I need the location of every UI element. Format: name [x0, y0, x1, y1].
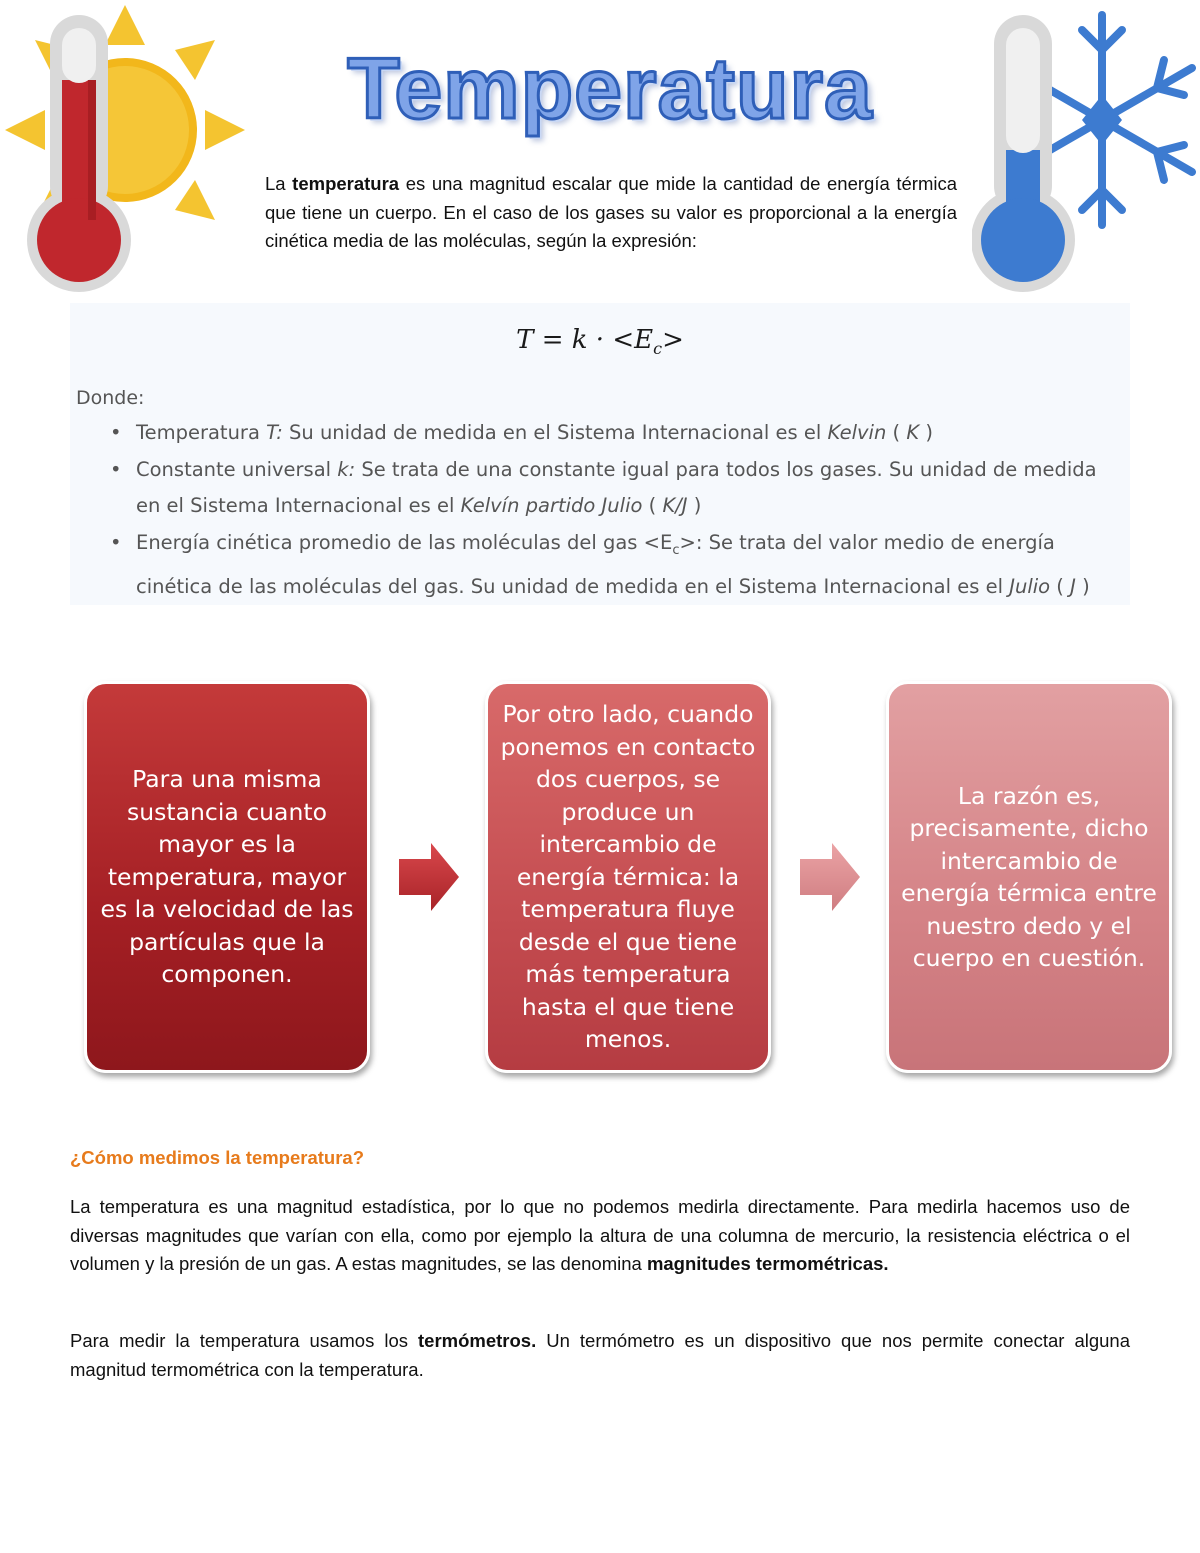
thermometer-paragraph: Para medir la temperatura usamos los termómetros. Un termómetro es un dispositivo que nos permite conectar alguna magnitud termométrica con la temperatura.	[70, 1330, 1130, 1380]
page-title: Temperatura	[347, 41, 873, 137]
donde-label: Donde:	[76, 387, 145, 409]
temperature-formula: $T = k \cdot <E_c>$	[516, 325, 684, 359]
definition-constant: • Constante universal k: Se trata de una constante igual para todos los gases. Su unidad de medida en el Sistema Internacional es el Kelvín partido Julio ( K/J )	[110, 452, 1120, 525]
bullet-icon: •	[110, 421, 122, 444]
flow-step-3: La razón es, precisamente, dicho intercambio de energía térmica entre nuestro dedo y el cuerpo en cuestión.	[886, 681, 1172, 1073]
bullet-icon: •	[110, 457, 122, 481]
cold-thermometer-snowflake-icon	[972, 0, 1200, 300]
sun-icon	[5, 5, 245, 220]
definitions-list	[110, 415, 1120, 605]
formula-panel	[70, 303, 1130, 605]
definition-kinetic-energy: • Energía cinética promedio de las moléculas del gas $<E_c>$: Se trata del valor medio de energía cinética de las moléculas del gas. Su unidad de medida en el Sistema Internacional es el Julio ( J )	[110, 525, 1120, 606]
intro-paragraph: La temperatura es una magnitud escalar que mide la cantidad de energía térmica que tiene un cuerpo. En el caso de los gases su valor es proporcional a la energía cinética media de las moléculas, según la expresión:	[265, 173, 958, 251]
blue-thermometer-icon	[972, 15, 1075, 292]
hot-thermometer-sun-icon	[0, 0, 250, 300]
definition-temperature: • Temperatura T: Su unidad de medida en el Sistema Internacional es el Kelvin ( K )	[110, 415, 1120, 452]
arrow-right-icon	[798, 841, 862, 913]
bullet-icon: •	[110, 530, 122, 554]
arrow-right-icon	[397, 841, 461, 913]
section-heading: ¿Cómo medimos la temperatura?	[70, 1147, 365, 1168]
measurement-paragraph: La temperatura es una magnitud estadística, por lo que no podemos medirla directamente. Para medirla hacemos uso de diversas magnitudes que varían con ella, como por ejemplo la altura de una columna de mercurio, la resistencia eléctrica o el volumen y la presión de un gas. A estas magnitudes, se las denomina magnitudes termométricas.	[70, 1196, 1130, 1274]
flow-step-2: Por otro lado, cuando ponemos en contacto dos cuerpos, se produce un intercambio de energía térmica: la temperatura fluye desde el que tiene más temperatura hasta el que tiene menos.	[485, 681, 771, 1073]
flow-step-1: Para una misma sustancia cuanto mayor es la temperatura, mayor es la velocidad de las partículas que la componen.	[84, 681, 370, 1073]
